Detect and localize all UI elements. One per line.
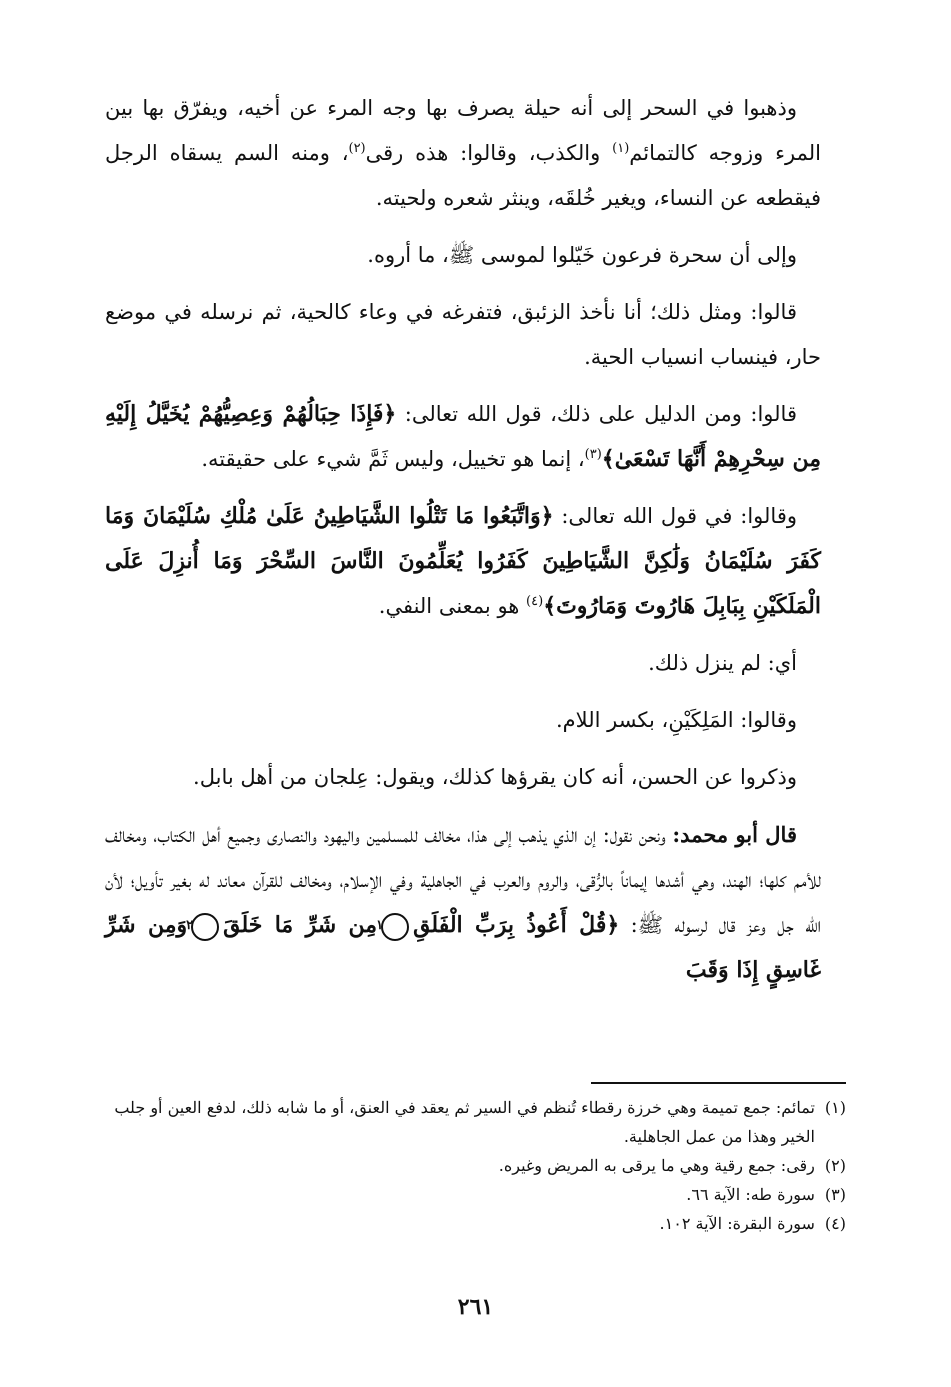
quran-verse: مِن شَرِّ مَا خَلَقَ [223,912,378,938]
footnote-marker: (١) [612,141,630,156]
paragraph-text: هو بمعنى النفي. [378,594,527,618]
footnote-text: رقى: جمع رقية وهي ما يرقى به المريض وغيره. [498,1156,815,1175]
footnote-marker: (٢) [348,141,366,156]
ayah-number-icon: ٢ [191,913,219,941]
paragraph-text: وقالوا: المَلِكَيْنِ، بكسر اللام. [556,708,797,732]
paragraph-text: وذهبوا في السحر إلى أنه حيلة يصرف بها وجه المرء عن أخيه، ويفرّق بها بين المرء وزوجه كالتمائم [105,96,822,165]
footnote-text: تمائم: جمع تميمة وهي خرزة رقطاء تُنظم في السير ثم يعقد في العنق، أو ما شابه ذلك، لدفع العين أو جلب الخير وهذا من عمل الجاهلية. [114,1098,815,1146]
paragraph [105,494,821,629]
paragraph-text: وقالوا: في قول الله تعالى: [553,504,798,528]
paragraph-text: ونحن نقول: إن الذي يذهب إلى هذا، مخالف للمسلمين واليهود والنصارى وجميع أهل الكتاب، ومخالف للأمم كلها؛ الهند، وهي أشدها إيماناً بالرُّقى، والروم والعرب في الجاهلية وفي الإسلام، ومخالف للقرآن معاند له بغير تأويل؛ لأن الله جل وعز قال لرسوله ﷺ: [105,823,821,937]
paragraph-text: ، إنما هو تخييل، وليس ثَمَّ شيء على حقيقته. [201,447,585,471]
paragraph [105,698,821,743]
paragraph [105,812,821,993]
paragraph-text: والكذب، وقالوا: هذه رقى [365,141,613,165]
paragraph-text: وذكروا عن الحسن، أنه كان يقرؤها كذلك، ويقول: عِلجان من أهل بابل. [193,765,797,789]
paragraph-text: قالوا: ومن الدليل على ذلك، قول الله تعالى: [396,402,797,426]
paragraph [105,641,821,686]
footnote-marker: (٣) [584,447,602,462]
page-number: ٢٦١ [457,1294,494,1320]
footnotes-section [105,1093,846,1238]
footnote-divider [591,1082,846,1084]
paragraph-text: أي: لم ينزل ذلك. [648,651,797,675]
quran-verse: وَمِن شَرِّ غَاسِقٍ إِذَا وَقَبَ [105,912,821,983]
paragraph-text: قالوا: ومثل ذلك؛ أنا نأخذ الزئبق، فتفرغه في وعاء كالحية، ثم نرسله في موضع حار، فينساب انسياب الحية. [105,300,821,369]
footnote [105,1151,846,1180]
footnote-text: سورة البقرة: الآية ١٠٢. [659,1214,815,1233]
quran-verse: ﴿فَإِذَا حِبَالُهُمْ وَعِصِيُّهُمْ يُخَيَّلُ إِلَيْهِ مِن سِحْرِهِمْ أَنَّهَا تَسْعَىٰ﴾ [105,401,821,472]
paragraph [105,233,821,278]
footnote-number: (٣) [824,1185,846,1204]
quran-verse: ﴿قُلْ أَعُوذُ بِرَبِّ الْفَلَقِ [413,912,620,938]
footnote-number: (١) [824,1098,846,1117]
paragraph-text: ، ومنه السم يسقاه الرجل فيقطعه عن النساء، ويغير خُلقَه، وينثر شعره ولحيته. [105,141,821,210]
ayah-number-icon: ١ [381,913,409,941]
paragraph [105,86,821,221]
footnote-text: سورة طه: الآية ٦٦. [686,1185,815,1204]
footnote-number: (٤) [824,1214,846,1233]
paragraph [105,392,821,482]
paragraph [105,290,821,380]
quran-verse: ﴿وَاتَّبَعُوا مَا تَتْلُوا الشَّيَاطِينُ عَلَىٰ مُلْكِ سُلَيْمَانَ وَمَا كَفَرَ سُلَيْمَانُ وَلَٰكِنَّ الشَّيَاطِينَ كَفَرُوا يُعَلِّمُونَ النَّاسَ السِّحْرَ وَمَا أُنزِلَ عَلَى الْمَلَكَيْنِ بِبَابِلَ هَارُوتَ وَمَارُوتَ﴾ [105,503,821,619]
main-text [105,86,821,993]
speaker-label: قال أبو محمد: [672,822,797,847]
footnote [105,1093,846,1151]
paragraph-text: وإلى أن سحرة فرعون خَيّلوا لموسى ﷺ، ما أروه. [367,243,797,267]
footnote [105,1209,846,1238]
footnote-marker: (٤) [526,594,544,609]
footnote [105,1180,846,1209]
footnote-number: (٢) [824,1156,846,1175]
paragraph [105,755,821,800]
